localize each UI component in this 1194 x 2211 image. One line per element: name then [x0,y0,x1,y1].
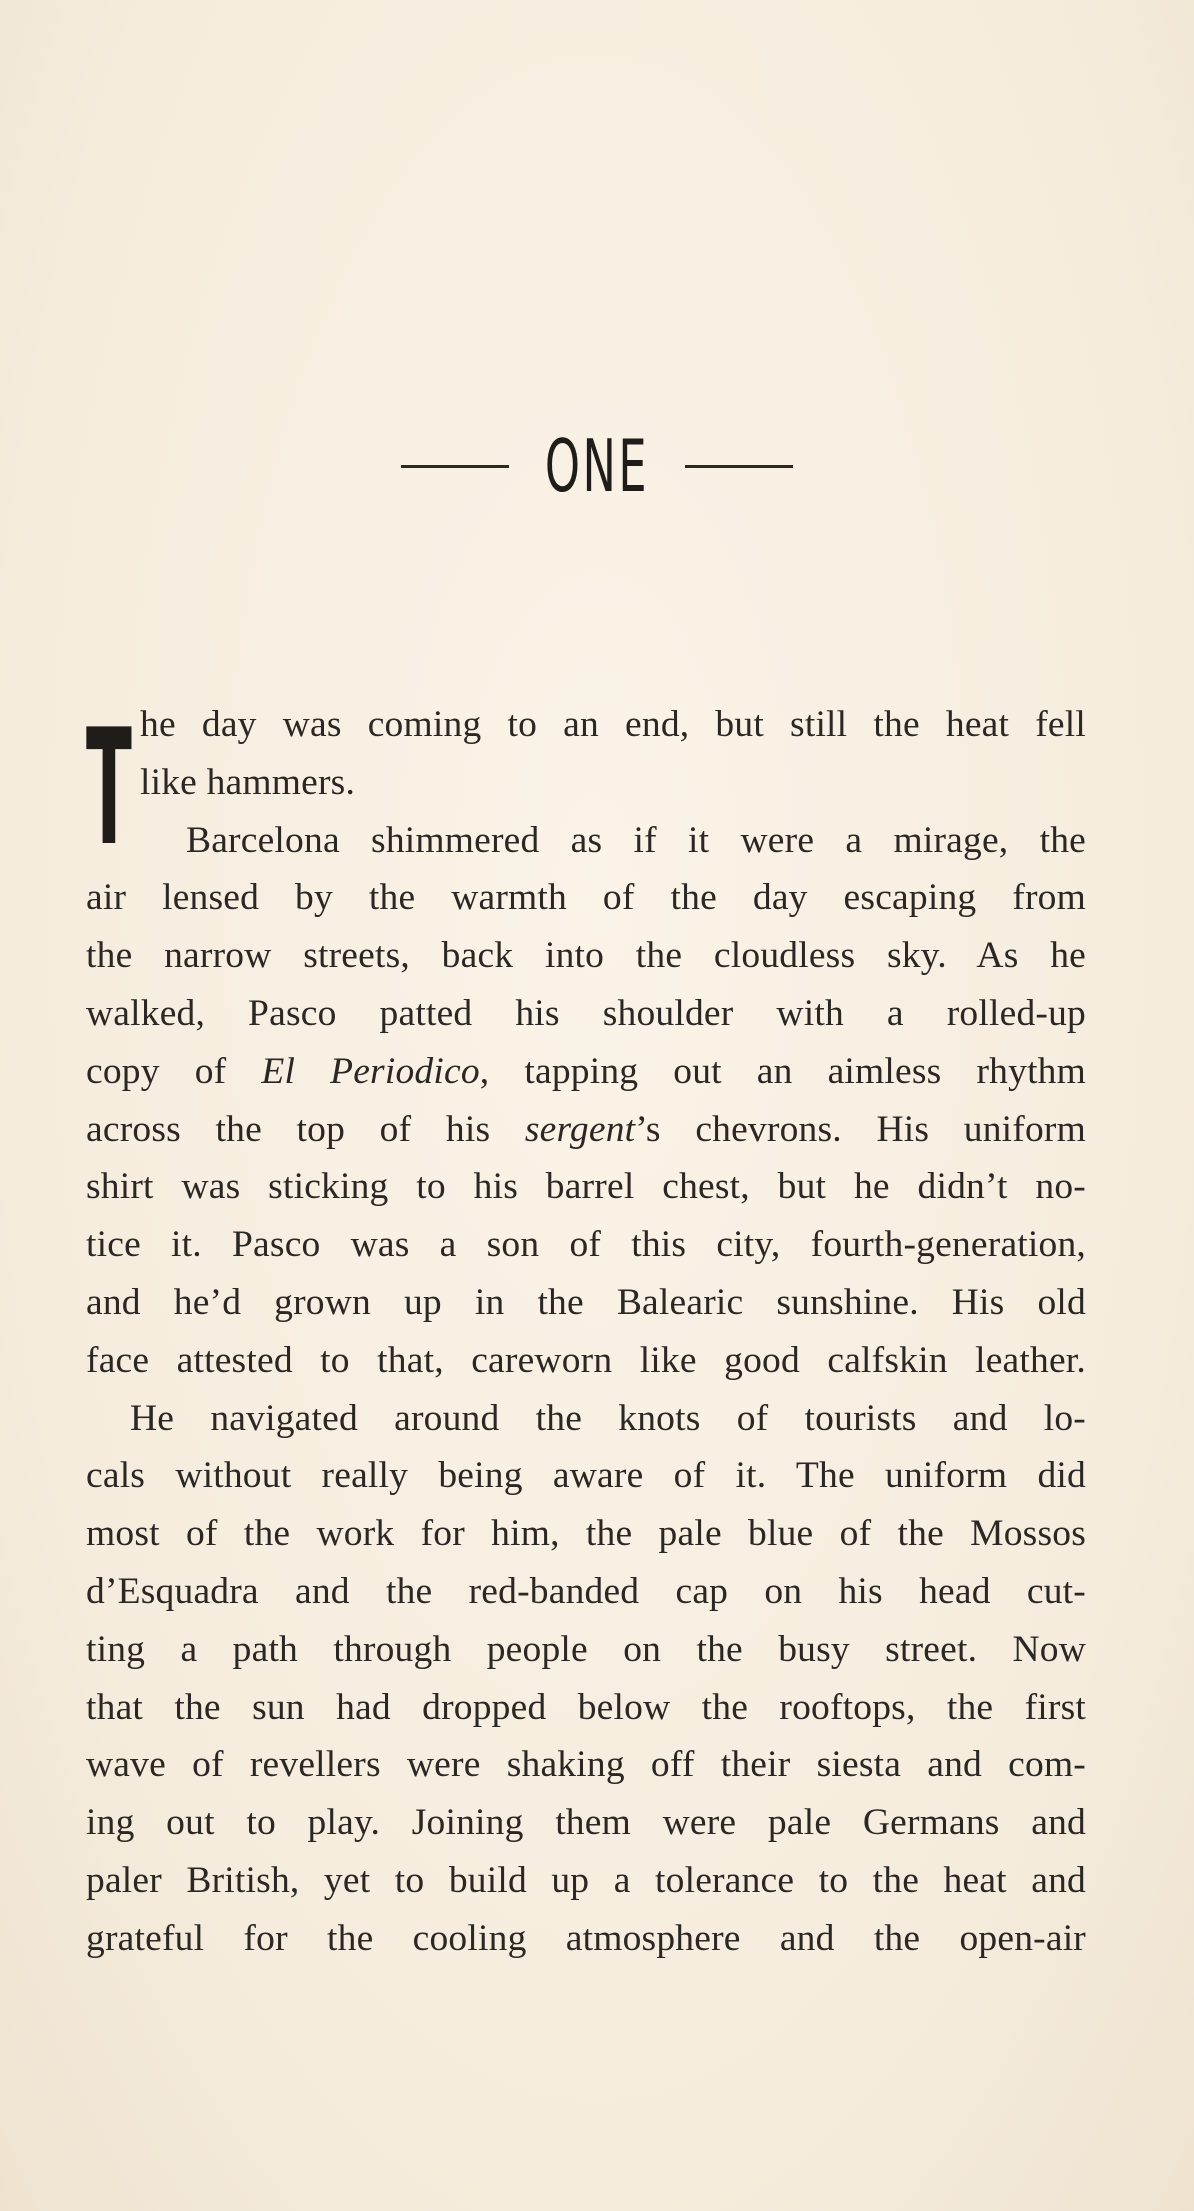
text-line: like hammers. [140,761,356,803]
text-line: tice it. Pasco was a son of this city, fourth-generation, [86,1224,1086,1266]
drop-cap: T [86,694,132,881]
chapter-title: ONE [544,424,650,508]
text-line: ing out to play. Joining them were pale Germans and [86,1802,1086,1844]
text-line: d’Esquadra and the red-banded cap on his head cut- [86,1570,1086,1612]
text-line: that the sun had dropped below the rooftops, the first [86,1686,1086,1728]
text-line: cals without really being aware of it. The uniform did [86,1455,1086,1497]
text-line: copy of El Periodico, tapping out an aimless rhythm [86,1050,1087,1092]
text-line: ting a path through people on the busy street. Now [86,1628,1086,1670]
right-rule [685,465,793,468]
text-line: shirt was sticking to his barrel chest, but he didn’t no- [86,1166,1086,1208]
text-line: Barcelona shimmered as if it were a mirage, the [186,819,1086,861]
left-rule [401,465,509,468]
text-line: air lensed by the warmth of the day escaping from [86,877,1086,919]
text-line: wave of revellers were shaking off their siesta and com- [86,1744,1086,1786]
text-line: the narrow streets, back into the cloudless sky. As he [86,935,1086,977]
text-line: He navigated around the knots of tourists and lo- [130,1397,1086,1439]
chapter-heading [0,424,1194,508]
text-line: and he’d grown up in the Balearic sunshine. His old [86,1281,1086,1323]
body-text [86,696,1086,1968]
text-line: walked, Pasco patted his shoulder with a rolled-up [86,992,1086,1034]
text-line: across the top of his sergent’s chevrons. His uniform [86,1108,1086,1150]
text-line: paler British, yet to build up a tolerance to the heat and [86,1859,1086,1901]
text-line: he day was coming to an end, but still the heat fell [140,704,1086,745]
text-line: most of the work for him, the pale blue of the Mossos [86,1513,1086,1555]
text-line: grateful for the cooling atmosphere and the open-air [86,1917,1086,1959]
text-line: face attested to that, careworn like good calfskin leather. [86,1339,1086,1381]
